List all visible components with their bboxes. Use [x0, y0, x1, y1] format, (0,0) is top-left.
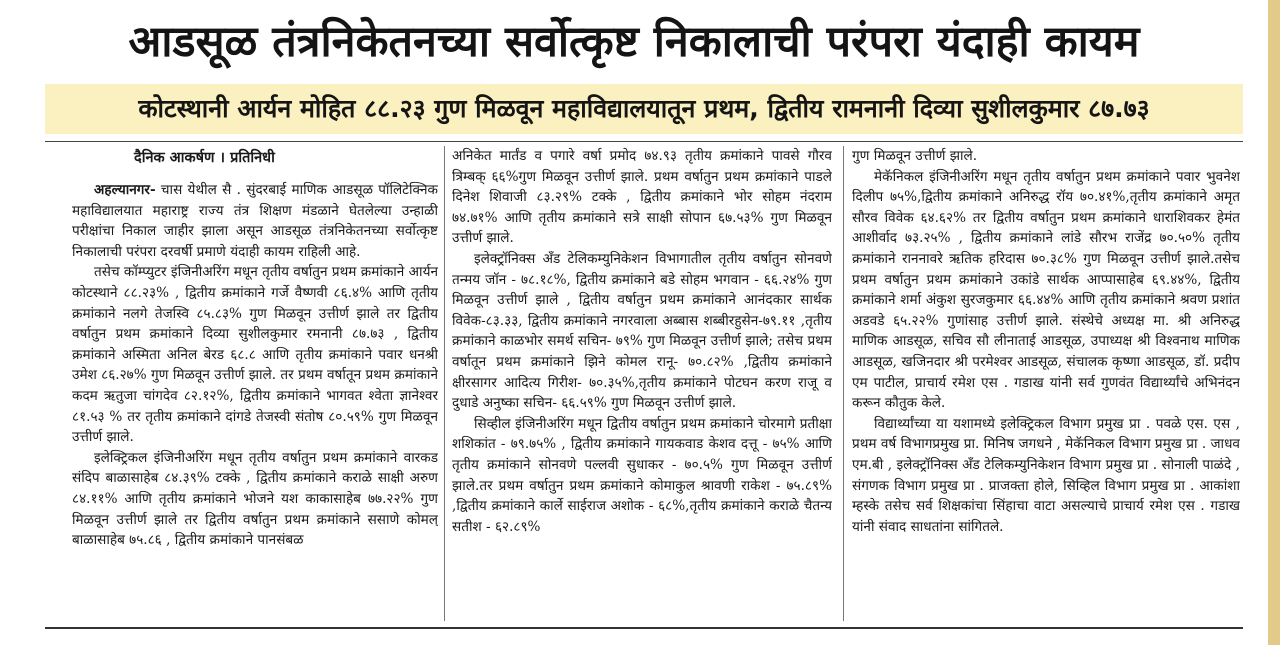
paragraph: इलेक्ट्रिकल इंजिनीअरिंग मधून तृतीय वर्षातुन प्रथम क्रमांकाने वारकड संदिप बाळासाहेब ८४.३९% टक्के , द्वितीय क्रमांकाने कराळे साक्षी अरुण ८४.११% आणि तृतीय क्रमांकाने भोजने यश काकासाहेब ७७.२२% गुण मिळवून उत्तीर्ण झाले तर द्वितीय वर्षातुन प्रथम क्रमांकाने ससाणे कोमल् बाळासाहेब ७५.८६ , द्वितीय क्रमांकाने पानसंबळ [72, 449, 438, 549]
dateline: अहल्यानगर- [94, 182, 156, 198]
paragraph: विद्यार्थ्यांच्या या यशामध्ये इलेक्ट्रिकल विभाग प्रमुख प्रा . पवळे एस. एस , प्रथम वर्ष विभागप्रमुख प्रा. मिनिष जगधने , मेकॅनिकल विभाग प्रमुख प्रा . जाधव एम.बी , इलेक्ट्रॉनिक्स अँड टेलिकम्युनिकेशन विभाग प्रमुख प्रा . सोनाली पाळंदे , संगणक विभाग प्रमुख प्रा . प्राजक्ता होले, सिव्हिल विभाग प्रमुख प्रा . आकांशा म्हस्के तसेच सर्व शिक्षकांचा सिंहाचा वाटा असल्याचे प्राचार्य रमेश एस . गडाख यांनी संवाद साधतांना सांगितले. [852, 415, 1240, 535]
top-divider [45, 141, 1243, 142]
paragraph: तसेच कॉम्प्युटर इंजिनीअरिंग मधून तृतीय वर्षातुन प्रथम क्रमांकाने आर्यन कोटस्थाने ८८.२३% , द्वितीय क्रमांकाने गर्जे वैष्णवी ८६.४% आणि तृतीय क्रमांकाने नलगे तेजस्वि ८५.८३% गुण मिळवून उत्तीर्ण झाले तर द्वितीय वर्षातुन प्रथम क्रमांकाने दिव्या सुशीलकुमार रमनानी ८७.७३ , द्वितीय क्रमांकाने अस्मिता अनिल बेरड ६८.८ आणि तृतीय क्रमांकाने पवार धनश्री उमेश ८६.२७% गुण मिळवून उत्तीर्ण झाले. तर प्रथम वर्षातून प्रथम क्रमांकाने कदम ऋतुजा चांगदेव ८२.१२%, द्वितीय क्रमांकाने भागवत श्वेता ज्ञानेश्वर ८१.५३ % तर तृतीय क्रमांकाने दांगडे तेजस्वी संतोष ८०.५९% गुण मिळवून उत्तीर्ण झाले. [72, 264, 438, 446]
article-column-1 [72, 146, 438, 616]
column-divider [843, 146, 844, 621]
paragraph: गुण मिळवून उत्तीर्ण झाले. [852, 148, 978, 164]
paragraph: इलेक्ट्रॉनिक्स अँड टेलिकम्युनिकेशन विभागातील तृतीय वर्षातुन सोनवणे तन्मय जॉन - ७८.१८%, द्वितीय क्रमांकाने बडे सोहम भगवान - ६६.२४% गुण मिळवून उत्तीर्ण झाले , द्वितीय वर्षातुन प्रथम क्रमांकाने आनंदकार सार्थक विवेक-८३.३३, द्वितीय क्रमांकाने नगरवाला अब्बास शब्बीरहुसेन-७९.११ ,तृतीय क्रमांकाने काळभोर समर्थ सचिन- ७९% गुण मिळवून उत्तीर्ण झाले; तसेच प्रथम वर्षातून प्रथम क्रमांकाने झिने कोमल रानू- ७०.८२% ,द्वितीय क्रमांकाने क्षीरसागर आदित्य गिरीश- ७०.३५%,तृतीय क्रमांकाने पोटघन करण राजू व दुधाडे अनुष्का सचिन- ६६.५९% गुण मिळवून उत्तीर्ण झाले. [452, 250, 832, 412]
article-column-2 [452, 146, 832, 616]
paragraph: अनिकेत मार्तंड व पगारे वर्षा प्रमोद ७४.९३ तृतीय क्रमांकाने पावसे गौरव त्रिम्बक् ६६%गुण मिळवून उत्तीर्ण झाले. प्रथम वर्षातुन प्रथम क्रमांकाने पाडले दिनेश शिवाजी ८३.२९% टक्के , द्वितीय क्रमांकाने भोर सोहम नंदराम ७४.७१% आणि तृतीय क्रमांकाने सत्रे साक्षी सोपान ६७.५३% गुण मिळवून उत्तीर्ण झाले. [452, 148, 832, 247]
paragraph: सिव्हील इंजिनीअरिंग मधून द्वितीय वर्षातुन प्रथम क्रमांकाने चोरमागे प्रतीक्षा शशिकांत - ७९.७५% , द्वितीय क्रमांकाने गायकवाड केशव दत्तू - ७५% आणि तृतीय क्रमांकाने सोनवणे पल्लवी सुधाकर - ७०.५% गुण मिळवून उत्तीर्ण झाले.तर प्रथम वर्षातुन प्रथम क्रमांकाने कोमाकुल श्रावणी राकेश - ७५.८९% ,द्वितीय क्रमांकाने कार्ले साईराज अशोक - ६८%,तृतीय क्रमांकाने कराळे चैतन्य सतीश - ६२.८९% [452, 415, 832, 535]
paragraph [72, 180, 438, 262]
byline: दैनिक आकर्षण । प्रतिनिधी [134, 150, 275, 166]
bottom-divider [45, 627, 1243, 629]
paragraph-text: चास येथील सै . सुंदरबाई माणिक आडसूळ पॉलिटेक्निक महाविद्यालयात महाराष्ट्र राज्य तंत्र शिक्षण मंडळाने घेतलेल्या उन्हाळी परीक्षांचा निकाल जाहीर झाला असून आडसूळ तंत्रनिकेतनच्या सर्वोत्कृष्ट निकालाची परंपरा दरवर्षी प्रमाणे यंदाही कायम राहिली आहे. [72, 182, 438, 260]
column-divider [444, 146, 445, 621]
paragraph: मेकॅनिकल इंजिनीअरिंग मधून तृतीय वर्षातुन प्रथम क्रमांकाने पवार भुवनेश दिलीप ७५%,द्वितीय क्रमांकाने अनिरुद्ध रॉय ७०.४१%,तृतीय क्रमांकाने अमृत सौरव विवेक ६४.६२% तर द्वितीय वर्षातुन प्रथम क्रमांकाने धाराशिवकर हेमंत आशीर्वाद ७३.२५% , द्वितीय क्रमांकाने लांडे सौरभ राजेंद्र ७०.५०% तृतीय क्रमांकाने राननावरे ऋतिक हरिदास ७०.३८% गुण मिळवून उत्तीर्ण झाले.तसेच प्रथम वर्षातुन प्रथम क्रमांकाने उकांडे सार्थक आप्पासाहेब ६९.४४%, द्वितीय क्रमांकाने शर्मा अंकुश सुरजकुमार ६६.४४% आणि तृतीय क्रमांकाने श्रवण प्रशांत अडवडे ६५.२२% गुणांसाह उत्तीर्ण झाले. संस्थेचे अध्यक्ष मा. श्री अनिरुद्ध माणिक आडसूळ, सचिव सौ लीनाताई आडसूळ, उपाध्यक्ष श्री विश्वनाथ माणिक आडसूळ, खजिनदार श्री परमेश्वर आडसूळ, संचालक कृष्णा आडसूळ, डॉ. प्रदीप एम पाटील, प्राचार्य रमेश एस . गडाख यांनी सर्व गुणवंत विद्यार्थ्यांचे अभिनंदन करून कौतुक केले. [852, 168, 1240, 412]
page-edge-strip [1268, 0, 1280, 645]
headline: आडसूळ तंत्रनिकेतनच्या सर्वोत्कृष्ट निकालाची परंपरा यंदाही कायम [128, 17, 1140, 67]
article-column-3 [852, 146, 1240, 616]
subheadline: कोटस्थानी आर्यन मोहित ८८.२३ गुण मिळवून महाविद्यालयातून प्रथम, द्वितीय रामनानी दिव्या सुशीलकुमार ८७.७३ [138, 94, 1150, 123]
